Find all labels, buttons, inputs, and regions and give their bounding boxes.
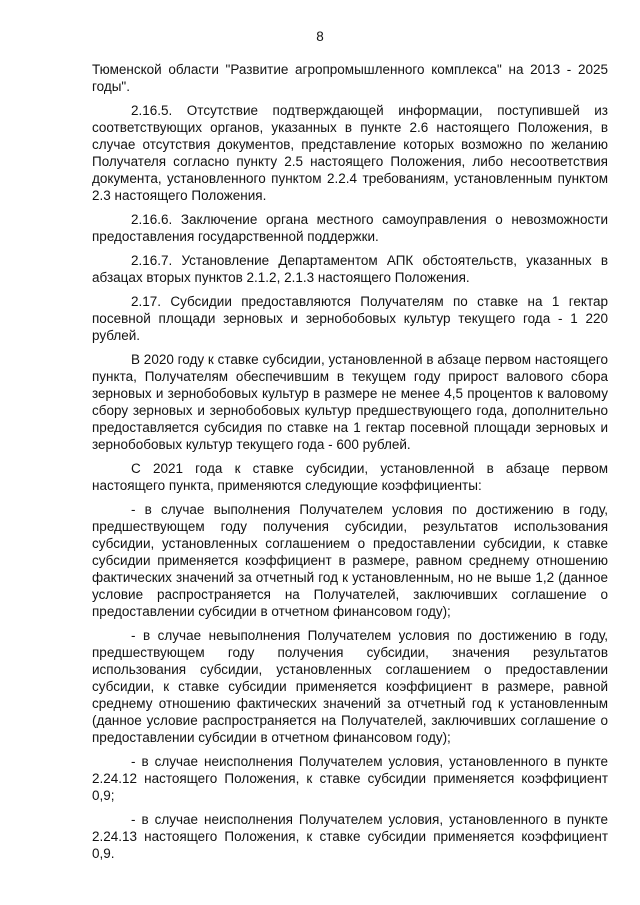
list-item-coefficient-2-24-13: - в случае неисполнения Получателем условия, установленного в пункте 2.24.13 настоящего Положения, к ставке субсидии применяется коэффициент 0,9.: [92, 812, 608, 861]
paragraph-2-16-6: 2.16.6. Заключение органа местного самоуправления о невозможности предоставления государственной поддержки.: [92, 212, 608, 244]
paragraph-continuation: Тюменской области "Развитие агропромышленного комплекса" на 2013 - 2025 годы".: [92, 62, 608, 94]
list-item-coefficient-fulfilled: - в случае выполнения Получателем условия по достижению в году, предшествующем году получения субсидии, результатов использования субсидии, установленных соглашением о предоставлении субсидии, к ставке субсидии применяется коэффициент в размере, равном среднему отношению фактических значений за отчетный год к установленным, но не выше 1,2 (данное условие распространяется на Получателей, заключивших соглашение о предоставлении субсидии в отчетном финансовом году);: [92, 502, 608, 619]
paragraph-2-16-7: 2.16.7. Установление Департаментом АПК обстоятельств, указанных в абзацах вторых пунктов 2.1.2, 2.1.3 настоящего Положения.: [92, 253, 608, 285]
paragraph-2021-coefficients: С 2021 года к ставке субсидии, установленной в абзаце первом настоящего пункта, применяются следующие коэффициенты:: [92, 461, 608, 493]
paragraph-2-17: 2.17. Субсидии предоставляются Получателям по ставке на 1 гектар посевной площади зерновых и зернобобовых культур текущего года - 1 220 рублей.: [92, 294, 608, 343]
paragraph-2020-rate: В 2020 году к ставке субсидии, установленной в абзаце первом настоящего пункта, Получателям обеспечившим в текущем году прирост валового сбора зерновых и зернобобовых культур в размере не менее 4,5 процентов к валовому сбору зерновых и зернобобовых культур предшествующего года, дополнительно предоставляется субсидия по ставке на 1 гектар посевной площади зерновых и зернобобовых культур текущего года - 600 рублей.: [92, 352, 608, 452]
document-body: [92, 61, 608, 869]
paragraph-2-16-5: 2.16.5. Отсутствие подтверждающей информации, поступившей из соответствующих органов, указанных в пункте 2.6 настоящего Положения, в случае отсутствия документов, представление которых возможно по желанию Получателя согласно пункту 2.5 настоящего Положения, либо несоответствия документа, установленного пунктом 2.2.4 требованиям, установленным пунктом 2.3 настоящего Положения.: [92, 103, 608, 203]
list-item-coefficient-2-24-12: - в случае неисполнения Получателем условия, установленного в пункте 2.24.12 настоящего Положения, к ставке субсидии применяется коэффициент 0,9;: [92, 754, 608, 803]
page-number: 8: [316, 29, 324, 44]
list-item-coefficient-not-fulfilled: - в случае невыполнения Получателем условия по достижению в году, предшествующем году получения субсидии, значения результатов использования субсидии, установленных соглашением о предоставлении субсидии, к ставке субсидии применяется коэффициент в размере, равной среднему отношению фактических значений за отчетный год к установленным (данное условие распространяется на Получателей, заключивших соглашение о предоставлении субсидии в отчетном финансовом году);: [92, 628, 608, 745]
